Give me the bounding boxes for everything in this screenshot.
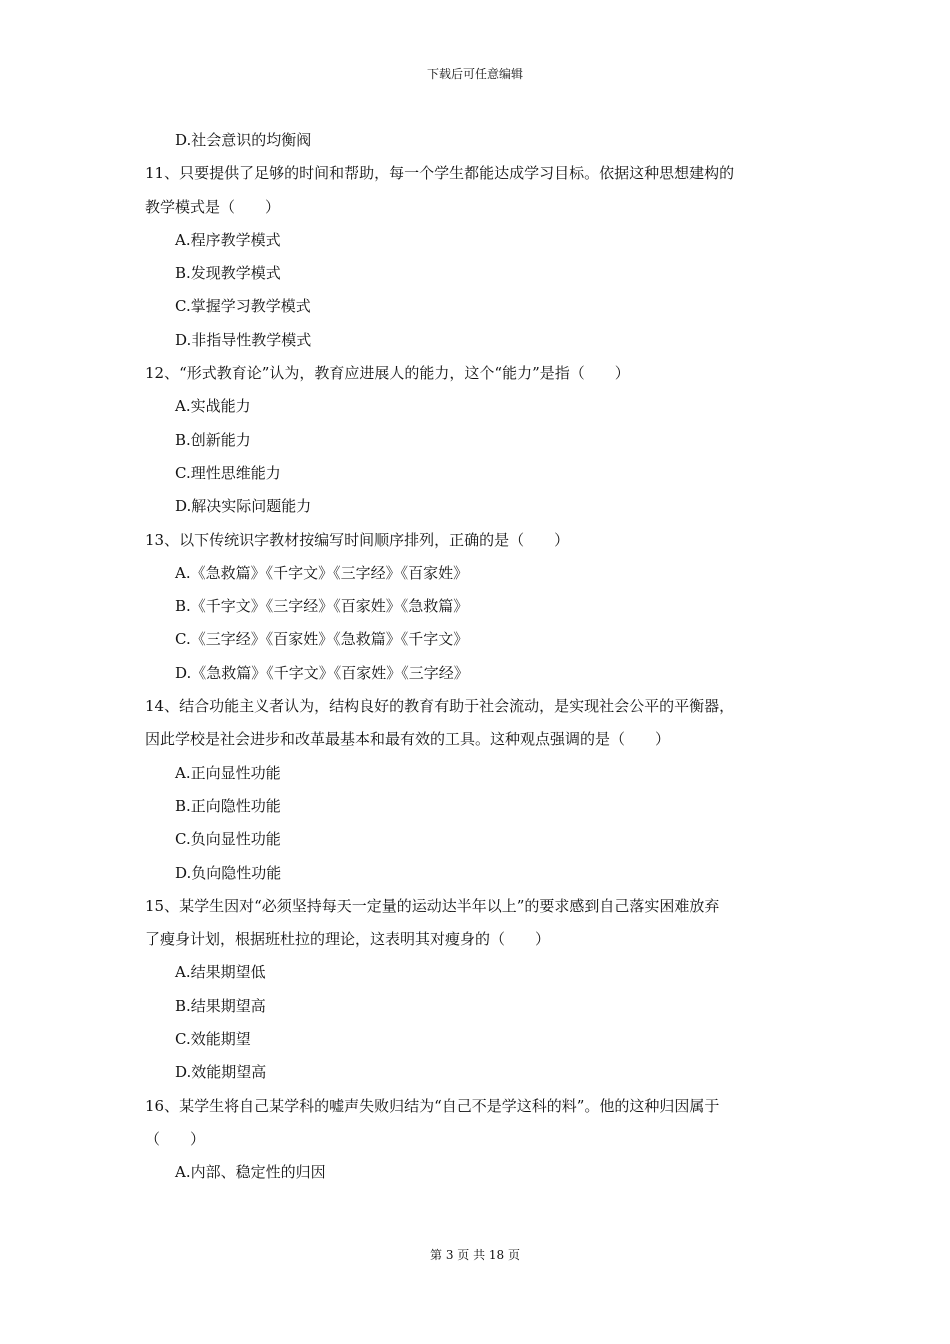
answer-option: C.理性思维能力 (175, 463, 281, 482)
answer-option: A.正向显性功能 (175, 763, 281, 782)
answer-option: D.社会意识的均衡阀 (175, 131, 312, 149)
question-text-continued: 了瘦身计划，根据班杜拉的理论，这表明其对瘦身的（ ） (145, 930, 551, 949)
answer-option: D.解决实际问题能力 (175, 497, 312, 516)
question-text-continued: 因此学校是社会进步和改革最基本和最有效的工具。这种观点强调的是（ ） (145, 730, 671, 749)
answer-option: A.《急救篇》《千字文》《三字经》《百家姓》 (175, 563, 469, 582)
answer-option: D.非指导性教学模式 (175, 330, 312, 349)
answer-option: A.实战能力 (175, 397, 251, 416)
page-header: 下载后可任意编辑 (426, 67, 523, 81)
answer-option: B.《千字文》《三字经》《百家姓》《急救篇》 (175, 597, 469, 616)
answer-option: C.《三字经》《百家姓》《急救篇》《千字文》 (175, 630, 469, 649)
answer-option: B.正向隐性功能 (175, 796, 281, 815)
question-text: 11、只要提供了足够的时间和帮助，每一个学生都能达成学习目标。依据这种思想建构的 (145, 164, 735, 183)
answer-option: A.内部、稳定性的归因 (175, 1163, 326, 1182)
answer-option: B.发现教学模式 (175, 264, 281, 283)
question-text: 12、“形式教育论”认为，教育应进展人的能力，这个“能力”是指（ ） (145, 364, 630, 383)
question-text: 15、某学生因对“必须坚持每天一定量的运动达半年以上”的要求感到自己落实困难放弃 (145, 896, 720, 915)
answer-option: C.效能期望 (175, 1030, 251, 1049)
question-text: 14、结合功能主义者认为，结构良好的教育有助于社会流动，是实现社会公平的平衡器， (145, 697, 735, 716)
answer-option: D.负向隐性功能 (175, 863, 282, 882)
question-text-continued: 教学模式是（ ） (145, 197, 281, 216)
answer-option: B.创新能力 (175, 430, 251, 449)
answer-option: C.负向显性功能 (175, 830, 281, 849)
question-text: 13、以下传统识字教材按编写时间顺序排列，正确的是（ ） (145, 530, 570, 549)
page-footer: 第 3 页 共 18 页 (430, 1248, 520, 1262)
answer-option: C.掌握学习教学模式 (175, 297, 311, 316)
answer-option: D.《急救篇》《千字文》《百家姓》《三字经》 (175, 663, 469, 682)
question-text: 16、某学生将自己某学科的嘘声失败归结为“自己不是学这科的料”。他的这种归因属于 (145, 1096, 720, 1115)
answer-option: B.结果期望高 (175, 996, 266, 1015)
answer-option: A.结果期望低 (175, 963, 266, 982)
document-body (145, 124, 810, 1190)
question-text-continued: （ ） (145, 1129, 206, 1148)
answer-option: A.程序教学模式 (175, 230, 281, 249)
answer-option: D.效能期望高 (175, 1063, 267, 1082)
